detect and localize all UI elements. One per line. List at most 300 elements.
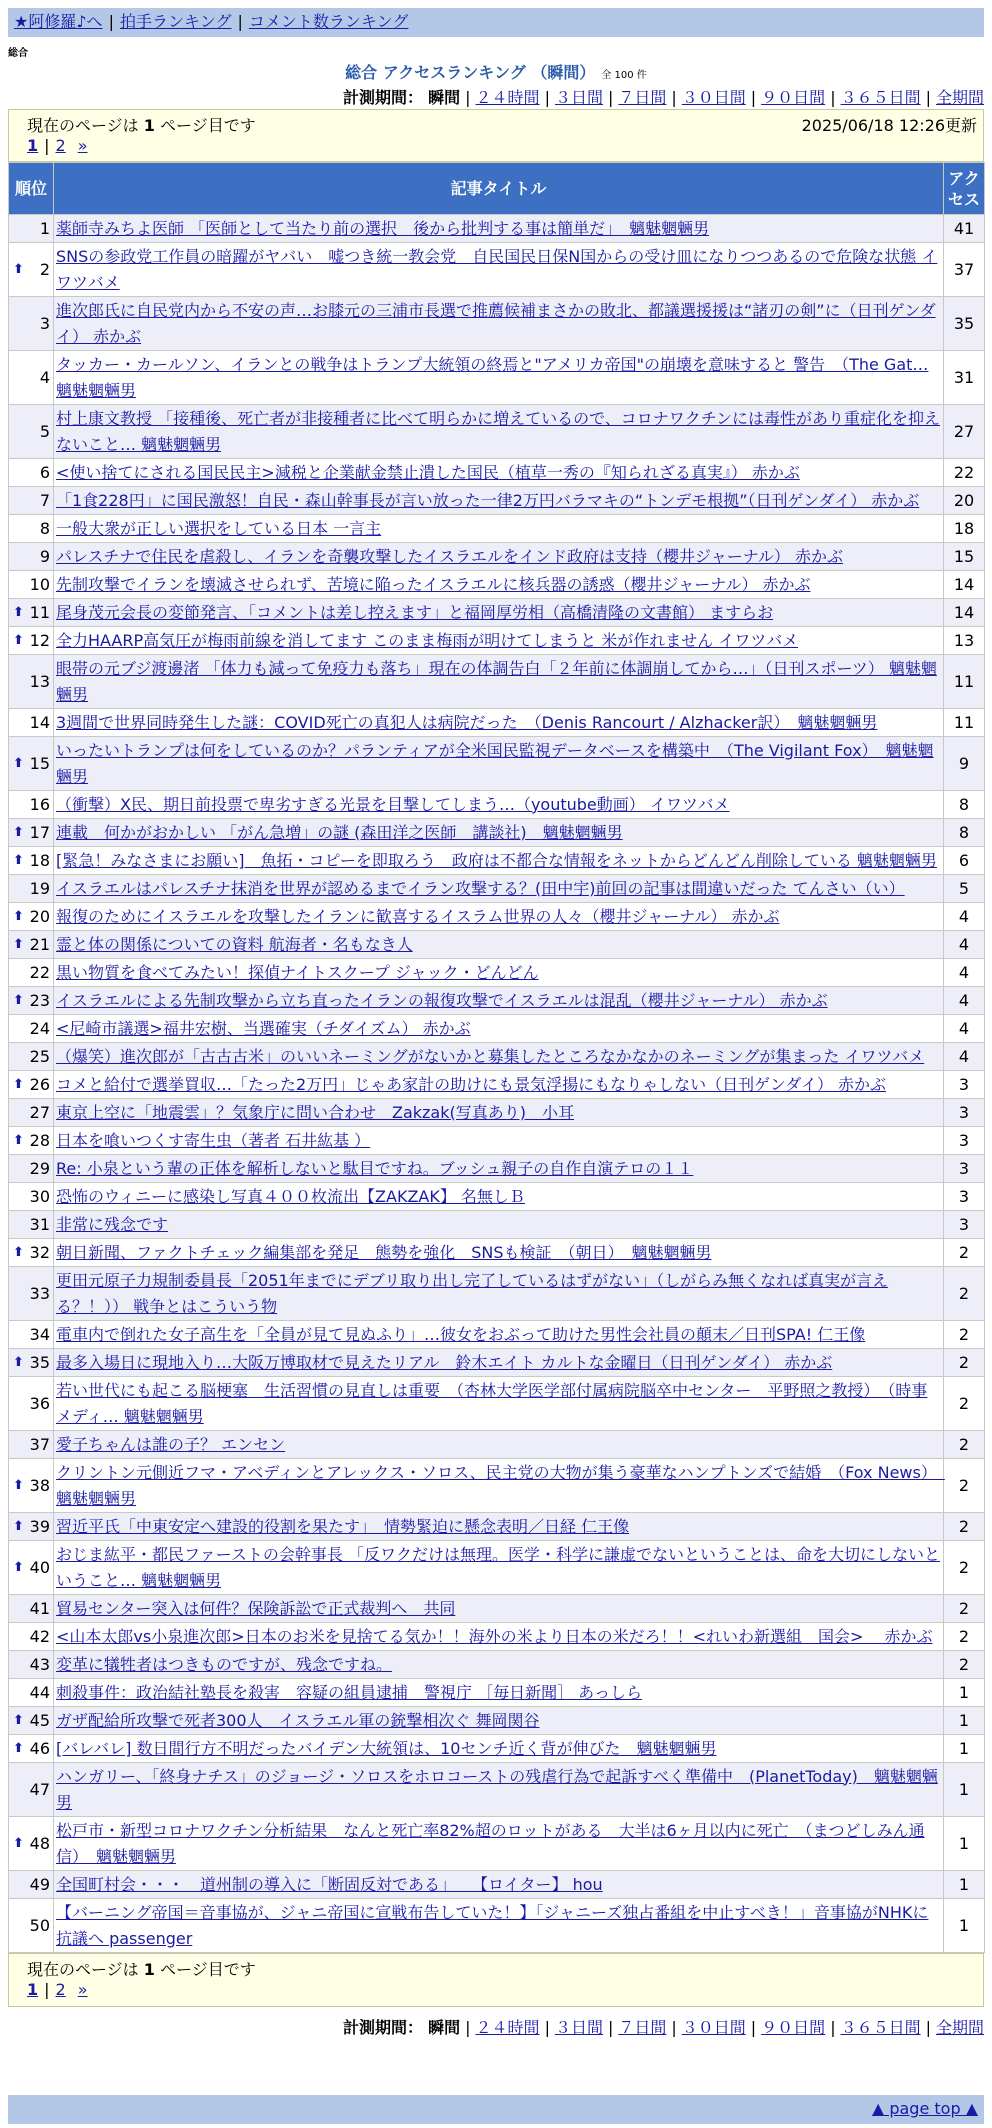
period-link-365d[interactable]: ３６５日間 bbox=[840, 88, 921, 107]
table-row bbox=[9, 459, 985, 487]
period-link-90d-bottom[interactable]: ９０日間 bbox=[761, 2018, 826, 2037]
period-link-24h[interactable]: ２４時間 bbox=[475, 88, 540, 107]
rank-cell bbox=[9, 215, 54, 243]
access-count: 2 bbox=[944, 1239, 985, 1267]
pagination: 1 | 2 » bbox=[27, 136, 88, 155]
rank-cell bbox=[9, 571, 54, 599]
access-count: 15 bbox=[944, 543, 985, 571]
page-link-2[interactable]: 2 bbox=[55, 136, 66, 155]
title-cell bbox=[54, 1763, 944, 1817]
period-link-all-bottom[interactable]: 全期間 bbox=[935, 2018, 984, 2037]
access-count: 2 bbox=[944, 1541, 985, 1595]
access-count: 13 bbox=[944, 627, 985, 655]
page-top-link[interactable]: ▲ page top ▲ bbox=[871, 2099, 978, 2118]
table-row bbox=[9, 627, 985, 655]
table-row bbox=[9, 1871, 985, 1899]
access-count: 2 bbox=[944, 1595, 985, 1623]
access-count: 2 bbox=[944, 1377, 985, 1431]
title-cell bbox=[54, 1183, 944, 1211]
rank-number: 46 bbox=[29, 1738, 50, 1758]
access-count: 3 bbox=[944, 1099, 985, 1127]
article-title-link[interactable]: [緊急！みなさまにお願い] 魚拓・コピーを即取ろう 政府は不都合な情報をネットからどんどん削除している 魑魅魍魎男 bbox=[56, 850, 937, 870]
article-title-link[interactable]: 薬師寺みちよ医師 「医師として当たり前の選択 後から批判する事は簡単だ」 魑魅魍魎男 bbox=[56, 218, 710, 238]
page-link-1[interactable]: 1 bbox=[27, 136, 39, 155]
access-count: 11 bbox=[944, 709, 985, 737]
up-arrow-icon: ⬆ bbox=[13, 908, 24, 924]
access-count: 5 bbox=[944, 875, 985, 903]
rank-cell bbox=[9, 1541, 54, 1595]
article-title-link[interactable]: 若い世代にも起こる脳梗塞 生活習慣の見直しは重要 （杏林大学医学部付属病院脳卒中センター 平野照之教授） （時事メディ… 魑魅魍魎男 bbox=[56, 1380, 928, 1426]
table-row bbox=[9, 1155, 985, 1183]
table-row bbox=[9, 515, 985, 543]
table-row bbox=[9, 737, 985, 791]
rank-number: 3 bbox=[39, 313, 50, 333]
rank-number: 16 bbox=[29, 794, 50, 814]
article-title-link[interactable]: イスラエルはパレスチナ抹消を世界が認めるまでイラン攻撃する？(田中宇)前回の記事は間違いだった てんさい（い） bbox=[56, 878, 905, 898]
nav-separator: | bbox=[237, 12, 243, 31]
up-arrow-icon: ⬆ bbox=[13, 632, 24, 648]
period-selector-top: 計測期間： 瞬間 | ２４時間 | ３日間 | ７日間 | ３０日間 | ９０日間 | ３６５日間 | 全期間 bbox=[343, 88, 984, 107]
rank-number: 12 bbox=[29, 630, 50, 650]
table-row bbox=[9, 599, 985, 627]
access-count: 2 bbox=[944, 1651, 985, 1679]
up-arrow-icon: ⬆ bbox=[13, 1559, 24, 1575]
title-cell bbox=[54, 215, 944, 243]
pager-info-top bbox=[8, 109, 984, 162]
article-title-link[interactable]: <尼崎市議選>福井宏樹、当選確実（チダイズム） 赤かぶ bbox=[56, 1018, 471, 1038]
access-count: 4 bbox=[944, 903, 985, 931]
table-row bbox=[9, 819, 985, 847]
rank-number: 43 bbox=[29, 1654, 50, 1674]
article-title-link[interactable]: 村上康文教授 「接種後、死亡者が非接種者に比べて明らかに増えているので、コロナワクチンには毒性があり重症化を抑えないこと… 魑魅魍魎男 bbox=[56, 408, 940, 454]
article-title-link[interactable]: いったいトランプは何をしているのか？パランティアが全米国民監視データベースを構築中 （The Vigilant Fox） 魑魅魍魎男 bbox=[56, 740, 934, 786]
article-title-link[interactable]: 非常に残念です bbox=[56, 1214, 169, 1234]
period-link-24h-bottom[interactable]: ２４時間 bbox=[475, 2018, 540, 2037]
article-title-link[interactable]: 報復のためにイスラエルを攻撃したイランに歓喜するイスラム世界の人々（櫻井ジャーナル） 赤かぶ bbox=[56, 906, 780, 926]
up-arrow-icon: ⬆ bbox=[13, 1740, 24, 1756]
rank-cell bbox=[9, 1377, 54, 1431]
rank-number: 1 bbox=[39, 218, 50, 238]
article-title-link[interactable]: ガザ配給所攻撃で死者300人 イスラエル軍の銃撃相次ぐ 舞岡関谷 bbox=[56, 1710, 540, 1730]
title-cell bbox=[54, 1871, 944, 1899]
period-link-30d[interactable]: ３０日間 bbox=[681, 88, 746, 107]
table-row bbox=[9, 1071, 985, 1099]
article-title-link[interactable]: 刺殺事件：政治結社塾長を殺害 容疑の組員逮捕 警視庁 ［毎日新聞］ あっしら bbox=[56, 1682, 643, 1702]
table-row bbox=[9, 903, 985, 931]
rank-number: 25 bbox=[29, 1046, 50, 1066]
rank-cell bbox=[9, 1651, 54, 1679]
page-link-1-bottom[interactable]: 1 bbox=[27, 1980, 39, 1999]
rank-cell bbox=[9, 1459, 54, 1513]
rank-cell bbox=[9, 1043, 54, 1071]
title-cell bbox=[54, 1239, 944, 1267]
table-row bbox=[9, 1651, 985, 1679]
article-title-link[interactable]: 更田元原子力規制委員長「2051年までにデブリ取り出し完了しているはずがない」（しがらみ無くなれば真実が言える？！）） 戦争とはこういう物 bbox=[56, 1270, 889, 1316]
period-label: 計測期間： bbox=[343, 88, 424, 107]
article-title-link[interactable]: 霊と体の関係についての資料 航海者・名もなき人 bbox=[56, 934, 413, 954]
article-title-link[interactable]: 愛子ちゃんは誰の子？ エンセン bbox=[56, 1434, 286, 1454]
rank-number: 6 bbox=[39, 462, 50, 482]
access-count: 14 bbox=[944, 599, 985, 627]
article-title-link[interactable]: 電車内で倒れた女子高生を「全員が見て見ぬふり」…彼女をおぶって助けた男性会社員の顛末／日刊SPA! 仁王像 bbox=[56, 1324, 866, 1344]
period-link-7d-bottom[interactable]: ７日間 bbox=[618, 2018, 667, 2037]
title-cell bbox=[54, 847, 944, 875]
title-cell bbox=[54, 1267, 944, 1321]
title-cell bbox=[54, 1651, 944, 1679]
title-cell bbox=[54, 297, 944, 351]
table-row bbox=[9, 931, 985, 959]
current-page-text: 現在のページは 1 ページ目です bbox=[27, 116, 256, 135]
rank-cell bbox=[9, 709, 54, 737]
title-cell bbox=[54, 405, 944, 459]
rank-cell bbox=[9, 1099, 54, 1127]
table-row bbox=[9, 1377, 985, 1431]
title-cell bbox=[54, 959, 944, 987]
article-title-link[interactable]: イスラエルによる先制攻撃から立ち直ったイランの報復攻撃でイスラエルは混乱（櫻井ジャーナル） 赤かぶ bbox=[56, 990, 828, 1010]
table-row bbox=[9, 1267, 985, 1321]
article-title-link[interactable]: 全国町村会・・・ 道州制の導入に「断固反対である」 【ロイター】 hou bbox=[56, 1874, 603, 1894]
title-cell bbox=[54, 1679, 944, 1707]
article-title-link[interactable]: 眼帯の元ブジ渡邊渚 「体力も減って免疫力も落ち」現在の体調告白「２年前に体調崩してから…」（日刊スポーツ） 魑魅魍魎男 bbox=[56, 658, 937, 704]
article-title-link[interactable]: クリントン元側近フマ・アベディンとアレックス・ソロス、民主党の大物が集う豪華なハンプトンズで結婚 （Fox News） 魑魅魍魎男 bbox=[56, 1462, 945, 1508]
title-cell bbox=[54, 709, 944, 737]
rank-number: 14 bbox=[29, 712, 50, 732]
top-nav-bar bbox=[8, 8, 984, 37]
nav-link-comment-ranking[interactable]: コメント数ランキング bbox=[248, 12, 409, 31]
rank-number: 28 bbox=[29, 1130, 50, 1150]
title-cell bbox=[54, 1541, 944, 1595]
rank-number: 41 bbox=[29, 1598, 50, 1618]
title-cell bbox=[54, 351, 944, 405]
rank-cell bbox=[9, 1321, 54, 1349]
rank-cell bbox=[9, 1707, 54, 1735]
rank-cell bbox=[9, 1127, 54, 1155]
rank-cell bbox=[9, 1267, 54, 1321]
title-cell bbox=[54, 737, 944, 791]
article-title-link[interactable]: 連載 何かがおかしい 「がん急増」の謎 (森田洋之医師 講談社) 魑魅魍魎男 bbox=[56, 822, 623, 842]
pager-info-bottom bbox=[8, 1953, 984, 2007]
access-count: 2 bbox=[944, 1513, 985, 1541]
table-row bbox=[9, 1735, 985, 1763]
current-page-text-bottom: 現在のページは 1 ページ目です bbox=[27, 1960, 256, 1979]
article-title-link[interactable]: タッカー・カールソン、イランとの戦争はトランプ大統領の終焉と"アメリカ帝国"の崩壊を意味すると 警告 （The Gat… 魑魅魍魎男 bbox=[56, 354, 929, 400]
rank-number: 50 bbox=[29, 1915, 50, 1935]
table-row bbox=[9, 1679, 985, 1707]
rank-number: 26 bbox=[29, 1074, 50, 1094]
article-title-link[interactable]: 日本を喰いつくす寄生虫（著者 石井紘基 ） bbox=[56, 1130, 371, 1150]
title-cell bbox=[54, 1595, 944, 1623]
up-arrow-icon: ⬆ bbox=[13, 1244, 24, 1260]
article-title-link[interactable]: 松戸市・新型コロナワクチン分析結果 なんと死亡率82%超のロットがある 大半は6ヶ月以内に死亡 （まつどしみん通信） 魑魅魍魎男 bbox=[56, 1820, 925, 1866]
title-cell bbox=[54, 819, 944, 847]
rank-cell bbox=[9, 987, 54, 1015]
rank-cell bbox=[9, 599, 54, 627]
access-count: 8 bbox=[944, 819, 985, 847]
table-row bbox=[9, 405, 985, 459]
table-row bbox=[9, 875, 985, 903]
rank-cell bbox=[9, 1431, 54, 1459]
access-count: 3 bbox=[944, 1155, 985, 1183]
title-cell bbox=[54, 791, 944, 819]
table-row bbox=[9, 243, 985, 297]
nav-link-asyura[interactable]: ★阿修羅♪へ bbox=[14, 12, 103, 31]
article-title-link[interactable]: 朝日新聞、ファクトチェック編集部を発足 態勢を強化 SNSも検証 （朝日） 魑魅魍魎男 bbox=[56, 1242, 712, 1262]
rank-cell bbox=[9, 1015, 54, 1043]
access-count: 8 bbox=[944, 791, 985, 819]
article-title-link[interactable]: 変革に犠牲者はつきものですが、残念ですね。 bbox=[56, 1654, 393, 1674]
rank-number: 37 bbox=[29, 1434, 50, 1454]
table-row bbox=[9, 1099, 985, 1127]
rank-number: 48 bbox=[29, 1833, 50, 1853]
article-title-link[interactable]: 3週間で世界同時発生した謎：COVID死亡の真犯人は病院だった （Denis Rancourt / Alzhacker訳） 魑魅魍魎男 bbox=[56, 712, 878, 732]
rank-cell bbox=[9, 875, 54, 903]
article-title-link[interactable]: （爆笑）進次郎が「古古古米」のいいネーミングがないかと募集したところなかなかのネーミングが集まった イワツバメ bbox=[56, 1046, 925, 1066]
rank-number: 33 bbox=[29, 1283, 50, 1303]
rank-number: 47 bbox=[29, 1779, 50, 1799]
pagination-bottom: 1 | 2 » bbox=[27, 1980, 88, 1999]
title-cell bbox=[54, 543, 944, 571]
page-next-link[interactable]: » bbox=[77, 136, 88, 155]
total-count: 全 100 件 bbox=[601, 70, 647, 81]
up-arrow-icon: ⬆ bbox=[13, 604, 24, 620]
rank-number: 4 bbox=[39, 367, 50, 387]
up-arrow-icon: ⬆ bbox=[13, 1076, 24, 1092]
article-title-link[interactable]: [バレバレ] 数日間行方不明だったバイデン大統領は、10センチ近く背が伸びた 魑魅魍魎男 bbox=[56, 1738, 717, 1758]
access-count: 18 bbox=[944, 515, 985, 543]
article-title-link[interactable]: 一般大衆が正しい選択をしている日本 一言主 bbox=[56, 518, 382, 538]
title-cell bbox=[54, 627, 944, 655]
rank-cell bbox=[9, 627, 54, 655]
rank-cell bbox=[9, 1595, 54, 1623]
period-current: 瞬間 bbox=[428, 88, 461, 107]
rank-number: 22 bbox=[29, 962, 50, 982]
table-row bbox=[9, 791, 985, 819]
rank-cell bbox=[9, 1871, 54, 1899]
rank-cell bbox=[9, 405, 54, 459]
rank-number: 30 bbox=[29, 1186, 50, 1206]
title-cell bbox=[54, 931, 944, 959]
title-cell bbox=[54, 1431, 944, 1459]
access-count: 22 bbox=[944, 459, 985, 487]
access-count: 14 bbox=[944, 571, 985, 599]
rank-cell bbox=[9, 1763, 54, 1817]
access-count: 41 bbox=[944, 215, 985, 243]
article-title-link[interactable]: おじま紘平・都民ファーストの会幹事長 「反ワクだけは無理。医学・科学に謙虚でないということは、命を大切にしないということ… 魑魅魍魎男 bbox=[56, 1544, 940, 1590]
article-title-link[interactable]: 尾身茂元会長の変節発言、「コメントは差し控えます」と福岡厚労相（高橋清隆の文書館） ますらお bbox=[56, 602, 774, 622]
article-title-link[interactable]: （衝撃）X民、期日前投票で卑劣すぎる光景を目撃してしまう…（youtube動画） イワツバメ bbox=[56, 794, 730, 814]
table-row bbox=[9, 1899, 985, 1953]
page-title bbox=[0, 60, 992, 83]
rank-number: 2 bbox=[39, 259, 50, 279]
period-link-90d[interactable]: ９０日間 bbox=[761, 88, 826, 107]
article-title-link[interactable]: パレスチナで住民を虐殺し、イランを奇襲攻撃したイスラエルをインド政府は支持（櫻井ジャーナル） 赤かぶ bbox=[56, 546, 844, 566]
table-row bbox=[9, 1043, 985, 1071]
access-count: 4 bbox=[944, 1015, 985, 1043]
access-count: 2 bbox=[944, 1623, 985, 1651]
rank-number: 39 bbox=[29, 1516, 50, 1536]
article-title-link[interactable]: 「1食228円」に国民激怒！自民・森山幹事長が言い放った一律2万円バラマキの“トンデモ根拠”（日刊ゲンダイ） 赤かぶ bbox=[56, 490, 920, 510]
page-link-2-bottom[interactable]: 2 bbox=[55, 1980, 66, 1999]
rank-number: 31 bbox=[29, 1214, 50, 1234]
rank-cell bbox=[9, 1349, 54, 1377]
title-cell bbox=[54, 1377, 944, 1431]
rank-cell bbox=[9, 297, 54, 351]
period-link-3d[interactable]: ３日間 bbox=[554, 88, 603, 107]
article-title-link[interactable]: <使い捨てにされる国民民主>減税と企業献金禁止潰した国民（植草一秀の『知られざる真実』） 赤かぶ bbox=[56, 462, 800, 482]
article-title-link[interactable]: 東京上空に「地震雲」？気象庁に問い合わせ Zakzak(写真あり) 小耳 bbox=[56, 1102, 574, 1122]
access-count: 31 bbox=[944, 351, 985, 405]
article-title-link[interactable]: 貿易センター突入は何件？保険訴訟で正式裁判へ 共同 bbox=[56, 1598, 456, 1618]
up-arrow-icon: ⬆ bbox=[13, 1712, 24, 1728]
table-row bbox=[9, 1541, 985, 1595]
article-title-link[interactable]: 【バーニング帝国＝音事協が、ジャニ帝国に宣戦布告していた！】「ジャニーズ独占番組を中止すべき！」音事協がNHKに抗議へ passenger bbox=[56, 1902, 929, 1948]
table-row bbox=[9, 1183, 985, 1211]
nav-link-applause-ranking[interactable]: 拍手ランキング bbox=[119, 12, 232, 31]
article-title-link[interactable]: 進次郎氏に自民党内から不安の声…お膝元の三浦市長選で推薦候補まさかの敗北、都議選援援は“諸刃の剣”に（日刊ゲンダイ） 赤かぶ bbox=[56, 300, 936, 346]
rank-cell bbox=[9, 487, 54, 515]
access-count: 1 bbox=[944, 1679, 985, 1707]
up-arrow-icon: ⬆ bbox=[13, 936, 24, 952]
title-cell bbox=[54, 1127, 944, 1155]
period-link-30d-bottom[interactable]: ３０日間 bbox=[681, 2018, 746, 2037]
title-cell bbox=[54, 1707, 944, 1735]
rank-number: 27 bbox=[29, 1102, 50, 1122]
rank-number: 9 bbox=[39, 546, 50, 566]
up-arrow-icon: ⬆ bbox=[13, 992, 24, 1008]
table-row bbox=[9, 1513, 985, 1541]
article-title-link[interactable]: コメと給付で選挙買収…「たった2万円」じゃあ家計の助けにも景気浮揚にもなりゃしない（日刊ゲンダイ） 赤かぶ bbox=[56, 1074, 886, 1094]
rank-number: 5 bbox=[39, 421, 50, 441]
article-title-link[interactable]: ハンガリー、「終身ナチス」のジョージ・ソロスをホロコーストの残虐行為で起訴すべく準備中 (PlanetToday) 魑魅魍魎男 bbox=[56, 1766, 938, 1812]
title-cell bbox=[54, 987, 944, 1015]
rank-number: 34 bbox=[29, 1324, 50, 1344]
period-link-7d[interactable]: ７日間 bbox=[618, 88, 667, 107]
up-arrow-icon: ⬆ bbox=[13, 261, 24, 277]
access-count: 1 bbox=[944, 1707, 985, 1735]
rank-number: 29 bbox=[29, 1158, 50, 1178]
period-link-365d-bottom[interactable]: ３６５日間 bbox=[840, 2018, 921, 2037]
access-count: 27 bbox=[944, 405, 985, 459]
access-count: 2 bbox=[944, 1349, 985, 1377]
rank-number: 23 bbox=[29, 990, 50, 1010]
title-cell bbox=[54, 571, 944, 599]
table-row bbox=[9, 1431, 985, 1459]
up-arrow-icon: ⬆ bbox=[13, 1132, 24, 1148]
table-row bbox=[9, 1459, 985, 1513]
rank-number: 35 bbox=[29, 1352, 50, 1372]
rank-cell bbox=[9, 1623, 54, 1651]
access-count: 1 bbox=[944, 1871, 985, 1899]
table-row bbox=[9, 1595, 985, 1623]
period-link-3d-bottom[interactable]: ３日間 bbox=[554, 2018, 603, 2037]
rank-cell bbox=[9, 903, 54, 931]
ranking-table-header bbox=[9, 163, 985, 215]
title-cell bbox=[54, 1349, 944, 1377]
rank-number: 44 bbox=[29, 1682, 50, 1702]
article-title-link[interactable]: 先制攻撃でイランを壊滅させられず、苦境に陥ったイスラエルに核兵器の誘惑（櫻井ジャーナル） 赤かぶ bbox=[56, 574, 811, 594]
table-row bbox=[9, 215, 985, 243]
rank-cell bbox=[9, 1817, 54, 1871]
access-count: 1 bbox=[944, 1899, 985, 1953]
article-title-link[interactable]: 最多入場日に現地入り…大阪万博取材で見えたリアル 鈴木エイト カルトな金曜日（日刊ゲンダイ） 赤かぶ bbox=[56, 1352, 833, 1372]
rank-number: 17 bbox=[29, 822, 50, 842]
article-title-link[interactable]: SNSの参政党工作員の暗躍がヤバい 嘘つき統一教会党 自民国民日保N国からの受け皿になりつつあるので危険な状態 イワツバメ bbox=[56, 246, 938, 292]
page-title-text: 総合 アクセスランキング （瞬間） bbox=[345, 63, 596, 82]
rank-cell bbox=[9, 959, 54, 987]
rank-cell bbox=[9, 1735, 54, 1763]
rank-number: 42 bbox=[29, 1626, 50, 1646]
title-cell bbox=[54, 1099, 944, 1127]
up-arrow-icon: ⬆ bbox=[13, 824, 24, 840]
title-cell bbox=[54, 487, 944, 515]
title-cell bbox=[54, 1735, 944, 1763]
rank-number: 32 bbox=[29, 1242, 50, 1262]
article-title-link[interactable]: 全力HAARP高気圧が梅雨前線を消してます このまま梅雨が明けてしまうと 米が作れません イワツバメ bbox=[56, 630, 799, 650]
table-row bbox=[9, 351, 985, 405]
article-title-link[interactable]: <山本太郎vs小泉進次郎>日本のお米を見捨てる気か！！海外の米より日本の米だろ！！<れいわ新選組 国会> 赤かぶ bbox=[56, 1626, 933, 1646]
footer-bar bbox=[8, 2095, 984, 2124]
article-title-link[interactable]: 恐怖のウィニーに感染し写真４００枚流出【ZAKZAK】 名無しＢ bbox=[56, 1186, 525, 1206]
rank-number: 8 bbox=[39, 518, 50, 538]
article-title-link[interactable]: Re: 小泉という輩の正体を解析しないと駄目ですね。ブッシュ親子の自作自演テロの１１ bbox=[56, 1158, 694, 1178]
rank-cell bbox=[9, 819, 54, 847]
title-cell bbox=[54, 1043, 944, 1071]
rank-number: 15 bbox=[29, 753, 50, 773]
access-count: 2 bbox=[944, 1321, 985, 1349]
table-row bbox=[9, 1127, 985, 1155]
access-count: 3 bbox=[944, 1183, 985, 1211]
access-count: 2 bbox=[944, 1459, 985, 1513]
access-count: 3 bbox=[944, 1071, 985, 1099]
access-count: 1 bbox=[944, 1735, 985, 1763]
table-row bbox=[9, 1623, 985, 1651]
article-title-link[interactable]: 黒い物質を食べてみたい！探偵ナイトスクープ ジャック・どんどん bbox=[56, 962, 539, 982]
title-cell bbox=[54, 655, 944, 709]
title-cell bbox=[54, 1459, 944, 1513]
access-count: 6 bbox=[944, 847, 985, 875]
access-count: 3 bbox=[944, 1211, 985, 1239]
access-count: 20 bbox=[944, 487, 985, 515]
title-cell bbox=[54, 903, 944, 931]
table-row bbox=[9, 709, 985, 737]
up-arrow-icon: ⬆ bbox=[13, 852, 24, 868]
rank-cell bbox=[9, 1155, 54, 1183]
table-row bbox=[9, 655, 985, 709]
access-count: 1 bbox=[944, 1817, 985, 1871]
table-row bbox=[9, 1239, 985, 1267]
rank-cell bbox=[9, 1513, 54, 1541]
updated-timestamp: 2025/06/18 12:26更新 bbox=[801, 116, 977, 135]
table-row bbox=[9, 959, 985, 987]
access-count: 35 bbox=[944, 297, 985, 351]
rank-number: 11 bbox=[29, 602, 50, 622]
article-title-link[interactable]: 習近平氏「中東安定へ建設的役割を果たす」 情勢緊迫に懸念表明／日経 仁王像 bbox=[56, 1516, 630, 1536]
table-row bbox=[9, 487, 985, 515]
access-count: 4 bbox=[944, 959, 985, 987]
page-next-link-bottom[interactable]: » bbox=[77, 1980, 88, 1999]
title-cell bbox=[54, 515, 944, 543]
rank-cell bbox=[9, 351, 54, 405]
rank-number: 20 bbox=[29, 906, 50, 926]
rank-cell bbox=[9, 737, 54, 791]
rank-cell bbox=[9, 459, 54, 487]
title-cell bbox=[54, 1623, 944, 1651]
current-page-number: 1 bbox=[143, 116, 155, 135]
table-row bbox=[9, 1015, 985, 1043]
period-selector-bottom: 計測期間： 瞬間 | ２４時間 | ３日間 | ７日間 | ３０日間 | ９０日間 | ３６５日間 | 全期間 bbox=[343, 2018, 984, 2037]
table-row bbox=[9, 1349, 985, 1377]
period-link-all[interactable]: 全期間 bbox=[935, 88, 984, 107]
